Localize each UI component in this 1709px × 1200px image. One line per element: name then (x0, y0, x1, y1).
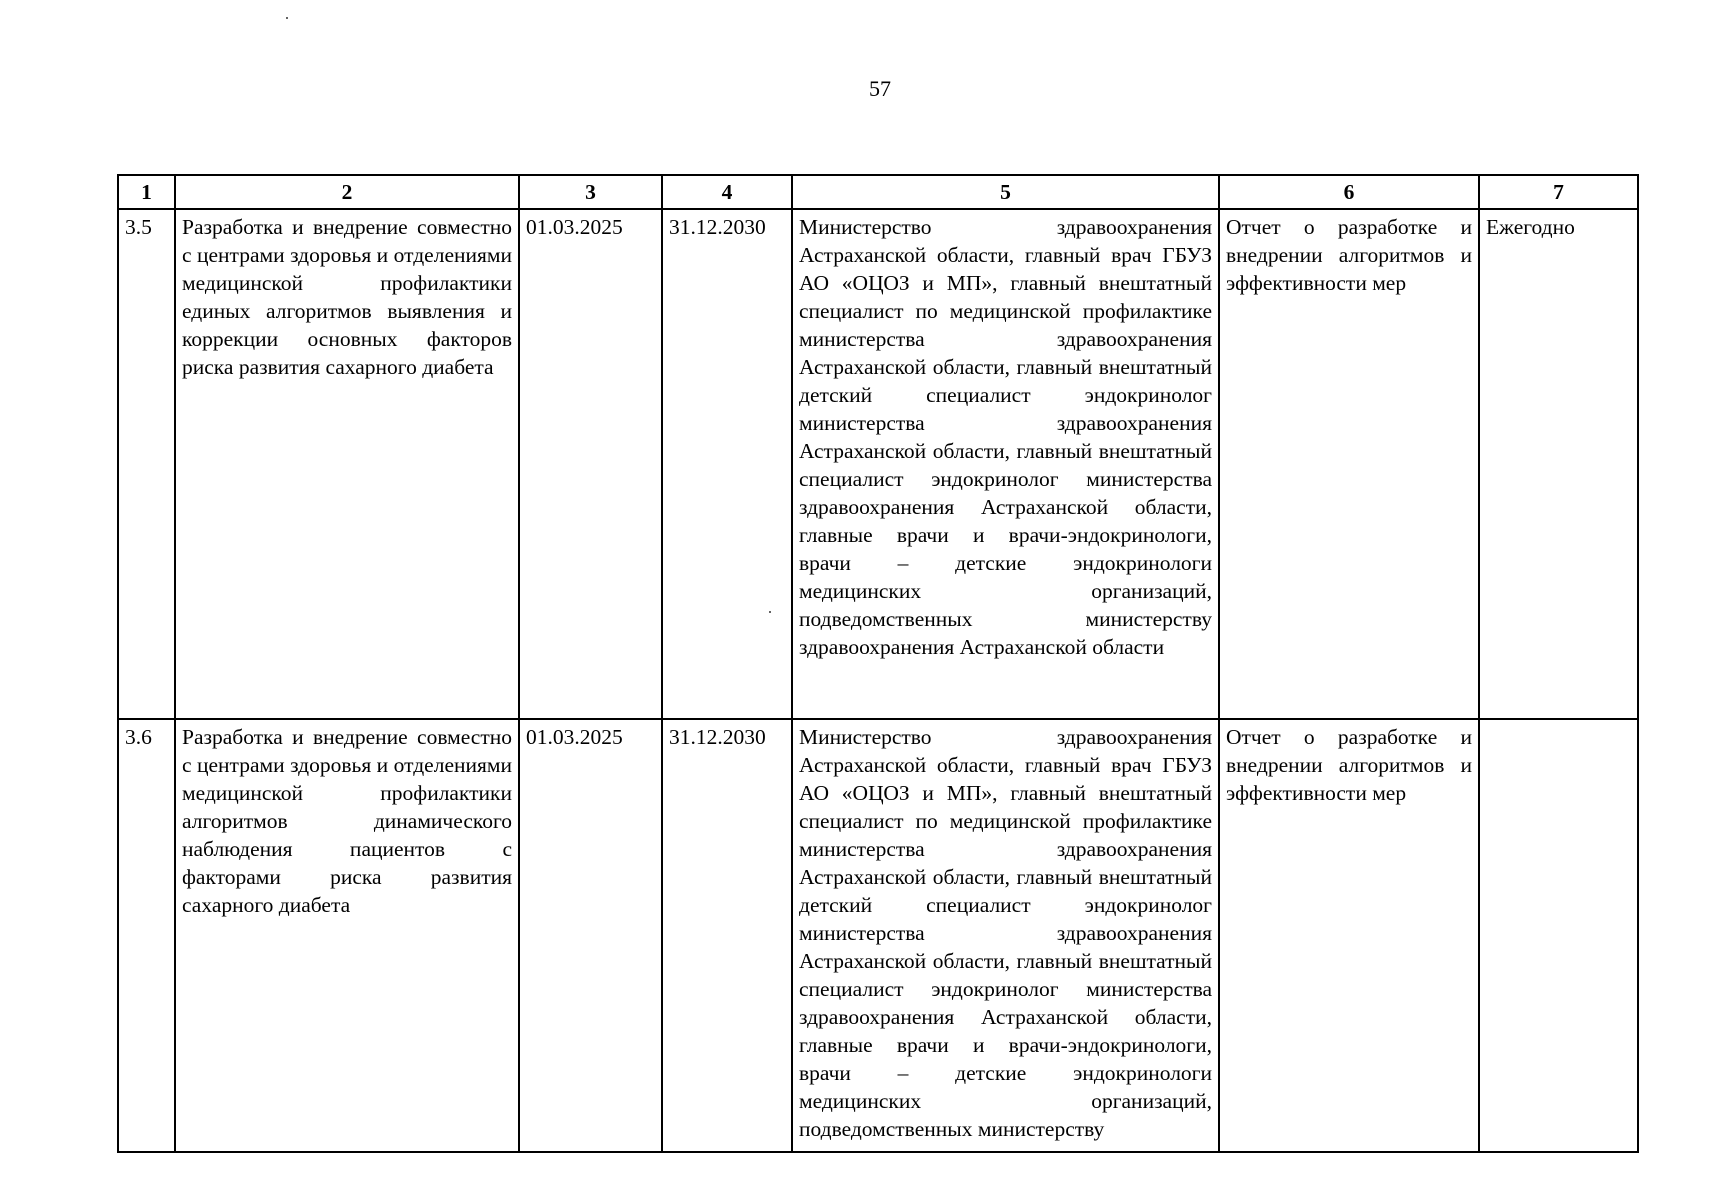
result-cell: Отчет о разработке и внедрении алгоритмов и эффективности мер (1219, 719, 1479, 1152)
activity-cell: Разработка и внедрение совместно с центрами здоровья и отделениями медицинской профилактики алгоритмов динамического наблюдения пациентов с факторами риска развития сахарного диабета (175, 719, 519, 1152)
column-header: 3 (519, 175, 662, 209)
frequency-cell: Ежегодно (1479, 209, 1638, 719)
column-header: 7 (1479, 175, 1638, 209)
start-date-cell: 01.03.2025 (519, 719, 662, 1152)
row-number: 3.6 (118, 719, 175, 1152)
column-header: 5 (792, 175, 1219, 209)
result-cell: Отчет о разработке и внедрении алгоритмов и эффективности мер (1219, 209, 1479, 719)
page-number: 57 (869, 76, 891, 101)
table-row (118, 209, 1638, 719)
column-header: 4 (662, 175, 792, 209)
column-header: 1 (118, 175, 175, 209)
end-date-cell: 31.12.2030 (662, 209, 792, 719)
table-row (118, 719, 1638, 1152)
frequency-cell (1479, 719, 1638, 1152)
responsible-cell: Министерство здравоохранения Астраханской области, главный врач ГБУЗ АО «ОЦОЗ и МП», главный внештатный специалист по медицинской профилактике министерства здравоохранения Астраханской области, главный внештатный детский специалист эндокринолог министерства здравоохранения Астраханской области, главный внештатный специалист эндокринолог министерства здравоохранения Астраханской области, главные врачи и врачи-эндокринологи, врачи – детские эндокринологи медицинских организаций, подведомственных министерству (792, 719, 1219, 1152)
table-header-row (118, 175, 1638, 209)
responsible-cell: Министерство здравоохранения Астраханской области, главный врач ГБУЗ АО «ОЦОЗ и МП», главный внештатный специалист по медицинской профилактике министерства здравоохранения Астраханской области, главный внештатный детский специалист эндокринолог министерства здравоохранения Астраханской области, главный внештатный специалист эндокринолог министерства здравоохранения Астраханской области, главные врачи и врачи-эндокринологи, врачи – детские эндокринологи медицинских организаций, подведомственных министерству здравоохранения Астраханской области (792, 209, 1219, 719)
activity-cell: Разработка и внедрение совместно с центрами здоровья и отделениями медицинской профилактики единых алгоритмов выявления и коррекции основных факторов риска развития сахарного диабета (175, 209, 519, 719)
end-date-cell: 31.12.2030 (662, 719, 792, 1152)
row-number: 3.5 (118, 209, 175, 719)
scan-speck (286, 17, 288, 19)
start-date-cell: 01.03.2025 (519, 209, 662, 719)
column-header: 2 (175, 175, 519, 209)
activities-table (117, 174, 1639, 1153)
column-header: 6 (1219, 175, 1479, 209)
